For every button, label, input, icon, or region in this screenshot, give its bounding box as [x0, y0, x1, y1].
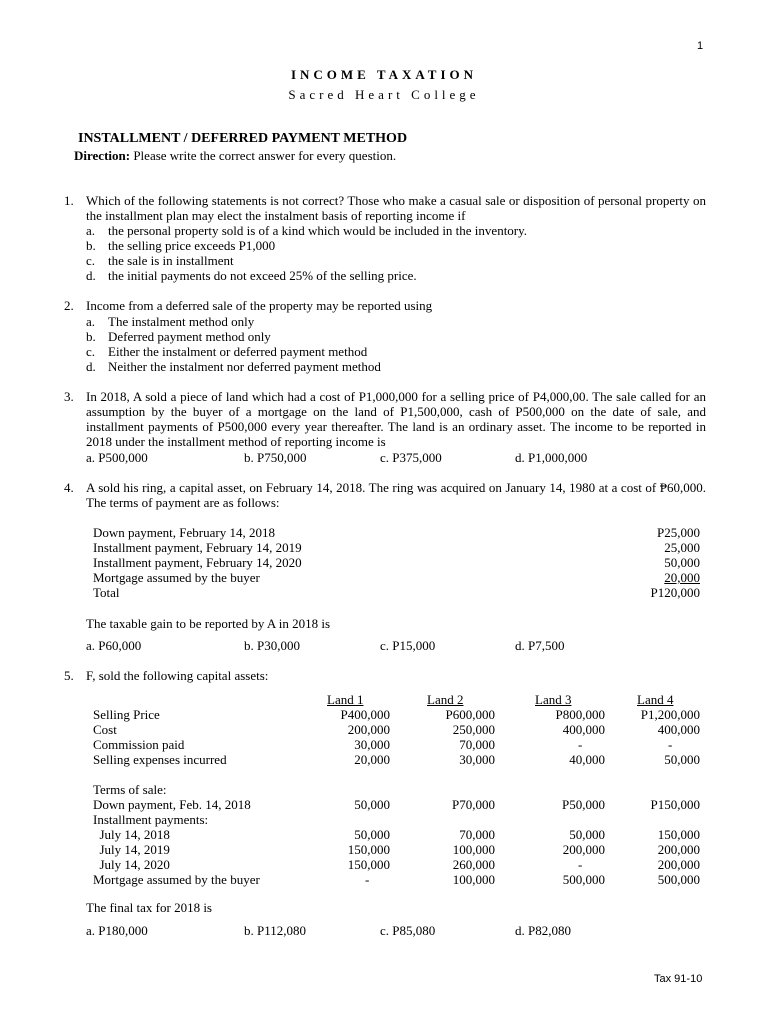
q5-row-label: Mortgage assumed by the buyer [93, 872, 260, 887]
question-5-text: F, sold the following capital assets: [86, 668, 269, 683]
q5-cell: P1,200,000 [640, 707, 700, 722]
q5-cell: 150,000 [347, 857, 390, 872]
q1-option-text: the selling price exceeds P1,000 [108, 238, 276, 253]
q1-option-text: the personal property sold is of a kind which would be included in the inventory. [108, 223, 528, 238]
q5-cell: - [578, 737, 583, 752]
q5-col-header [327, 692, 363, 708]
q5-cell: 250,000 [452, 722, 495, 737]
question-1-number: 1. [64, 193, 74, 208]
q3-choice: d. P1,000,000 [515, 450, 588, 465]
q5-cell: 200,000 [347, 722, 390, 737]
q4-row-label: Total [93, 585, 120, 600]
q5-row-label: Selling expenses incurred [93, 752, 227, 767]
q5-cell: P600,000 [445, 707, 495, 722]
q5-cell: 50,000 [354, 827, 390, 842]
q4-row-value: 25,000 [664, 540, 700, 555]
q5-row-label: Selling Price [93, 707, 160, 722]
question-1-text: Which of the following statements is not correct? Those who make a casual sale or disposition of personal property on the installment plan may elect the instalment basis of reporting income if [86, 193, 706, 223]
q5-col-header-text: Land 3 [535, 692, 572, 707]
q2-option-letter: d. [86, 359, 96, 374]
q5-row-label: July 14, 2019 [93, 842, 170, 857]
q4-row-value [600, 570, 700, 586]
q3-choice: c. P375,000 [380, 450, 442, 465]
q2-option-text: The instalment method only [108, 314, 255, 329]
q5-cell: 260,000 [452, 857, 495, 872]
question-2-number: 2. [64, 298, 74, 313]
q1-option-letter: c. [86, 253, 96, 268]
q5-cell: 200,000 [657, 842, 700, 857]
q4-choice: b. P30,000 [244, 638, 300, 653]
q5-choice: d. P82,080 [515, 923, 571, 938]
q5-cell: 400,000 [562, 722, 605, 737]
q4-underlined-value: 20,000 [664, 570, 700, 585]
direction-text: Please write the correct answer for every question. [130, 148, 397, 163]
q5-row-label: Commission paid [93, 737, 185, 752]
q5-row-label: Cost [93, 722, 117, 737]
q5-cell: 100,000 [452, 842, 495, 857]
q5-row-label: Installment payments: [93, 812, 209, 827]
question-4-text: A sold his ring, a capital asset, on February 14, 2018. The ring was acquired on January 14, 1980 at a cost of ₱60,000. The terms of payment are as follows: [86, 480, 706, 510]
q5-cell: - [578, 857, 583, 872]
q5-cell: 150,000 [657, 827, 700, 842]
question-5-number: 5. [64, 668, 74, 683]
q5-col-header-text: Land 1 [327, 692, 364, 707]
q2-option-text: Either the instalment or deferred payment method [108, 344, 368, 359]
q4-row-label: Down payment, February 14, 2018 [93, 525, 275, 540]
q5-cell: 50,000 [354, 797, 390, 812]
q5-cell: 70,000 [459, 827, 495, 842]
q5-cell: 200,000 [562, 842, 605, 857]
q1-option-letter: a. [86, 223, 96, 238]
q5-cell: 20,000 [354, 752, 390, 767]
q4-question: The taxable gain to be reported by A in 2018 is [86, 616, 331, 631]
page-title: INCOME TAXATION [290, 67, 478, 82]
q3-choice: b. P750,000 [244, 450, 307, 465]
q5-col-header [637, 692, 673, 708]
q5-question: The final tax for 2018 is [86, 900, 212, 915]
q5-col-header-text: Land 2 [427, 692, 464, 707]
q5-cell: 200,000 [657, 857, 700, 872]
q5-cell: 150,000 [347, 842, 390, 857]
question-3-text: In 2018, A sold a piece of land which had a cost of P1,000,000 for a selling price of P4,000,00. The sale called for an assumption by the buyer of a mortgage on the land of P1,500,000, cash of P500,000 on the date of sale, and installment payments of P500,000 every year thereafter. The land is an ordinary asset. The income to be reported in 2018 under the installment method of reporting income is [86, 389, 706, 449]
q4-row-label: Installment payment, February 14, 2019 [93, 540, 302, 555]
page-subtitle: Sacred Heart College [288, 87, 480, 102]
q1-option-letter: d. [86, 268, 96, 283]
q1-option-text: the initial payments do not exceed 25% of the selling price. [108, 268, 417, 283]
q5-choice: c. P85,080 [380, 923, 436, 938]
q5-cell: 50,000 [664, 752, 700, 767]
q1-option-letter: b. [86, 238, 96, 253]
q5-cell: 30,000 [354, 737, 390, 752]
q5-cell: P800,000 [555, 707, 605, 722]
question-3-number: 3. [64, 389, 74, 404]
q5-col-header-text: Land 4 [637, 692, 674, 707]
q4-choice: c. P15,000 [380, 638, 436, 653]
q4-row-label: Installment payment, February 14, 2020 [93, 555, 302, 570]
q5-cell: 400,000 [657, 722, 700, 737]
q5-cell: P50,000 [562, 797, 605, 812]
q4-choice: a. P60,000 [86, 638, 142, 653]
page-number: 1 [697, 40, 704, 52]
q5-cell: 50,000 [569, 827, 605, 842]
q5-cell: P150,000 [650, 797, 700, 812]
direction [74, 148, 396, 164]
section-heading: INSTALLMENT / DEFERRED PAYMENT METHOD [78, 131, 408, 146]
direction-label: Direction: [74, 148, 131, 163]
q5-row-label: July 14, 2018 [93, 827, 170, 842]
q5-cell: 100,000 [452, 872, 495, 887]
q5-cell: - [668, 737, 673, 752]
q4-row-value: 50,000 [664, 555, 700, 570]
question-2-text: Income from a deferred sale of the property may be reported using [86, 298, 433, 313]
q5-choice: b. P112,080 [244, 923, 306, 938]
q4-row-value: P120,000 [650, 585, 700, 600]
q3-choice: a. P500,000 [86, 450, 148, 465]
q1-option-text: the sale is in installment [108, 253, 234, 268]
q2-option-text: Neither the instalment nor deferred payment method [108, 359, 381, 374]
q5-cell: 30,000 [459, 752, 495, 767]
q5-cell: - [365, 872, 370, 887]
q5-col-header [535, 692, 571, 708]
q5-cell: P400,000 [340, 707, 390, 722]
footer-code: Tax 91-10 [654, 973, 703, 985]
q5-choice: a. P180,000 [86, 923, 148, 938]
q2-option-letter: a. [86, 314, 96, 329]
q5-row-label: July 14, 2020 [93, 857, 170, 872]
q2-option-letter: b. [86, 329, 96, 344]
q5-terms-label: Terms of sale: [93, 782, 167, 797]
q5-cell: 40,000 [569, 752, 605, 767]
q5-col-header [427, 692, 463, 708]
q5-row-label: Down payment, Feb. 14, 2018 [93, 797, 251, 812]
q5-cell: P70,000 [452, 797, 495, 812]
question-4-number: 4. [64, 480, 74, 495]
q2-option-letter: c. [86, 344, 96, 359]
q5-cell: 70,000 [459, 737, 495, 752]
q4-row-label: Mortgage assumed by the buyer [93, 570, 260, 585]
q2-option-text: Deferred payment method only [108, 329, 271, 344]
q4-choice: d. P7,500 [515, 638, 565, 653]
q5-cell: 500,000 [562, 872, 605, 887]
q4-row-value: P25,000 [657, 525, 700, 540]
q5-cell: 500,000 [657, 872, 700, 887]
